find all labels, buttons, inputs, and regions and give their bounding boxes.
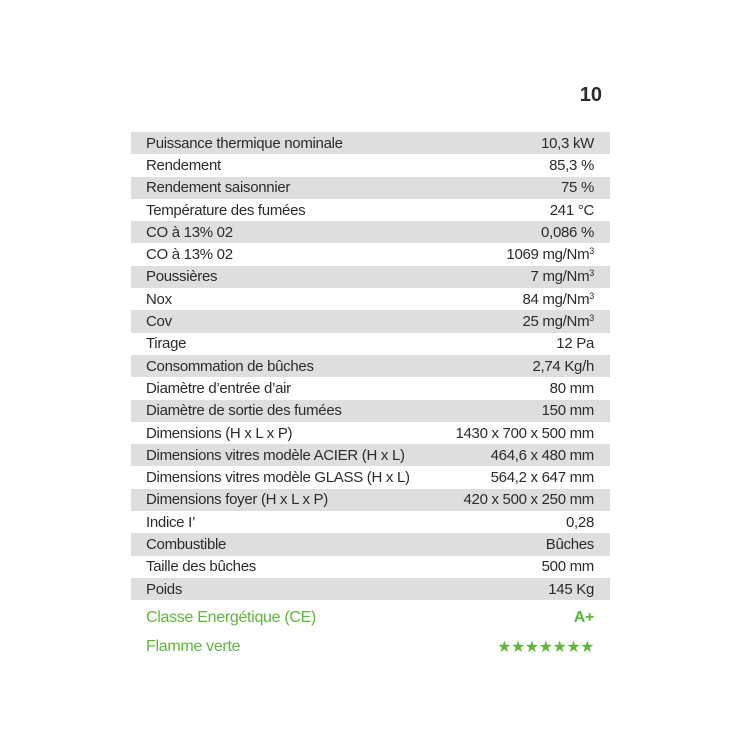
- spec-value: [566, 514, 594, 531]
- spec-value-text: 2,74 Kg/h: [532, 357, 594, 375]
- spec-value: [546, 536, 594, 553]
- spec-value-text: 464,6 x 480 mm: [490, 446, 594, 464]
- spec-label: Température des fumées: [146, 201, 306, 219]
- spec-label: Nox: [146, 290, 172, 308]
- spec-value: [541, 135, 594, 152]
- unit-superscript: 3: [589, 290, 594, 301]
- green-flame-stars-icon: ★★★★★★★: [497, 638, 594, 656]
- spec-table: [131, 132, 610, 661]
- spec-value: [541, 224, 594, 241]
- green-flame-row: [131, 632, 610, 661]
- spec-value-text: 150 mm: [541, 402, 594, 420]
- spec-row: [131, 333, 610, 355]
- unit-superscript: 3: [589, 268, 594, 279]
- spec-label: Indice I’: [146, 513, 195, 531]
- spec-label: Dimensions vitres modèle GLASS (H x L): [146, 469, 410, 487]
- spec-value: [522, 313, 594, 330]
- spec-value: [542, 402, 594, 419]
- spec-row: [131, 310, 610, 332]
- spec-row: [131, 132, 610, 154]
- spec-value: [491, 447, 594, 464]
- spec-label: Combustible: [146, 535, 227, 553]
- spec-row: [131, 444, 610, 466]
- spec-value: [532, 358, 594, 375]
- spec-row: [131, 177, 610, 199]
- spec-value-text: 1430 x 700 x 500 mm: [455, 424, 594, 442]
- spec-label: Dimensions vitres modèle ACIER (H x L): [146, 446, 405, 464]
- spec-row: [131, 422, 610, 444]
- spec-row: [131, 243, 610, 265]
- spec-value: [531, 268, 594, 285]
- energy-class-value: A+: [573, 608, 594, 626]
- spec-value-text: 500 mm: [541, 558, 594, 576]
- spec-label: Consommation de bûches: [146, 357, 314, 375]
- spec-row: [131, 288, 610, 310]
- spec-value: [550, 202, 594, 219]
- spec-value-text: 564,2 x 647 mm: [490, 469, 594, 487]
- spec-value-text: 145 Kg: [548, 580, 594, 598]
- spec-value: [561, 179, 594, 196]
- spec-value-text: 0,28: [566, 513, 594, 531]
- spec-value-text: 75 %: [561, 179, 594, 197]
- spec-value: [522, 291, 594, 308]
- spec-row: [131, 533, 610, 555]
- spec-row: [131, 511, 610, 533]
- spec-value-text: 420 x 500 x 250 mm: [463, 491, 594, 509]
- spec-label: CO à 13% 02: [146, 246, 233, 264]
- green-flame-label: Flamme verte: [146, 637, 241, 655]
- spec-value: [549, 157, 594, 174]
- spec-label: Taille des bûches: [146, 558, 256, 576]
- spec-value-text: Bûches: [545, 535, 594, 553]
- spec-label: Diamètre d’entrée d’air: [146, 379, 291, 397]
- spec-label: Puissance thermique nominale: [146, 134, 343, 152]
- spec-value-text: 7 mg/Nm: [530, 268, 590, 286]
- spec-value: [455, 425, 594, 442]
- spec-value-text: 25 mg/Nm: [522, 313, 590, 331]
- spec-label: Poussières: [146, 268, 218, 286]
- unit-superscript: 3: [589, 246, 594, 257]
- spec-value: [463, 491, 594, 508]
- spec-label: Rendement: [146, 156, 221, 174]
- energy-class-row: [131, 603, 610, 632]
- spec-label: Dimensions foyer (H x L x P): [146, 491, 328, 509]
- spec-value-text: 10,3 kW: [541, 134, 594, 152]
- spec-value-text: 241 °C: [549, 201, 594, 219]
- spec-value: [506, 246, 594, 263]
- spec-label: Rendement saisonnier: [146, 179, 291, 197]
- spec-label: Poids: [146, 580, 183, 598]
- spec-label: Cov: [146, 313, 172, 331]
- spec-value-text: 85,3 %: [549, 156, 594, 174]
- spec-value: [550, 380, 594, 397]
- spec-value-text: 84 mg/Nm: [522, 290, 590, 308]
- spec-value: [548, 581, 594, 598]
- spec-row: [131, 400, 610, 422]
- spec-row: [131, 221, 610, 243]
- spec-value: [491, 469, 594, 486]
- spec-row: [131, 355, 610, 377]
- spec-row: [131, 556, 610, 578]
- spec-value-text: 12 Pa: [556, 335, 594, 353]
- spec-value: [556, 335, 594, 352]
- spec-row: [131, 266, 610, 288]
- spec-row: [131, 377, 610, 399]
- energy-class-label: Classe Energétique (CE): [146, 608, 317, 626]
- spec-label: Tirage: [146, 335, 187, 353]
- page-number: 10: [579, 84, 602, 106]
- spec-row: [131, 466, 610, 488]
- unit-superscript: 3: [589, 313, 594, 324]
- spec-value-text: 0,086 %: [541, 223, 594, 241]
- spec-value-text: 1069 mg/Nm: [506, 246, 590, 264]
- spec-value: [542, 558, 594, 575]
- spec-label: Diamètre de sortie des fumées: [146, 402, 342, 420]
- spec-label: Dimensions (H x L x P): [146, 424, 293, 442]
- spec-value-text: 80 mm: [549, 379, 594, 397]
- spec-row: [131, 578, 610, 600]
- spec-row: [131, 154, 610, 176]
- spec-label: CO à 13% 02: [146, 223, 233, 241]
- spec-row: [131, 199, 610, 221]
- spec-row: [131, 489, 610, 511]
